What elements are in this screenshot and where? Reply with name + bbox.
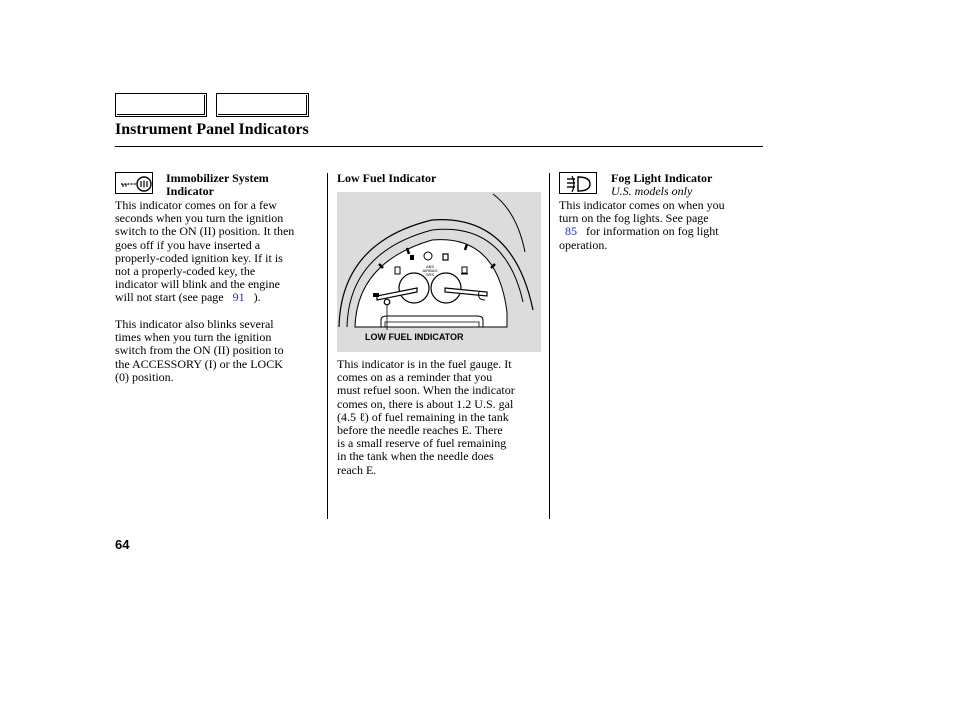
airbag-tiny-label: AIRBAG <box>422 268 438 273</box>
immobilizer-paragraph-1: This indicator comes on for a few seconds when you turn the ignition switch to the ON (II) position. It then goes off if you have inserted a properly-coded ignition key. If it is not a properly-coded key, the indicator will blink and the engine will not start (see page 91 ). <box>115 198 295 305</box>
fog-light-paragraph: This indicator comes on when you turn on the fog lights. See page 85 for information on fog light operation. <box>559 198 725 252</box>
page-link-91[interactable]: 91 <box>232 290 245 305</box>
low-fuel-figure-caption: LOW FUEL INDICATOR <box>365 332 464 342</box>
immobilizer-heading: Immobilizer System Indicator <box>166 171 269 198</box>
fog-light-heading: Fog Light Indicator <box>611 171 713 185</box>
srs-tiny-label: SRS <box>425 272 435 277</box>
fuel-gauge-illustration <box>337 192 541 352</box>
immobilizer-paragraph-2: This indicator also blinks several times when you turn the ignition switch from the ON (II) position to the ACCESSORY (I) or the LOCK (0) position. <box>115 317 284 384</box>
abs-tiny-label: ABS <box>425 264 435 269</box>
immobilizer-key-icon <box>115 172 153 194</box>
low-fuel-heading: Low Fuel Indicator <box>337 171 437 185</box>
page-number: 64 <box>115 537 130 552</box>
fog-light-icon <box>559 172 597 194</box>
main-menu-button[interactable] <box>115 93 207 117</box>
column-divider-1 <box>327 173 328 519</box>
page-link-85[interactable]: 85 <box>565 224 577 239</box>
fog-light-subheading: U.S. models only <box>611 184 693 198</box>
index-button[interactable] <box>216 93 309 117</box>
column-divider-2 <box>549 173 550 519</box>
title-rule <box>115 146 763 147</box>
page-title: Instrument Panel Indicators <box>115 121 309 138</box>
low-fuel-paragraph: This indicator is in the fuel gauge. It comes on as a reminder that you must refuel soon. When the indicator comes on, there is about 1.2 U.S. gal (4.5 ℓ) of fuel remaining in the tank before the needle reaches E. There is a small reserve of fuel remaining in the tank when the needle does reach E. <box>337 357 515 477</box>
